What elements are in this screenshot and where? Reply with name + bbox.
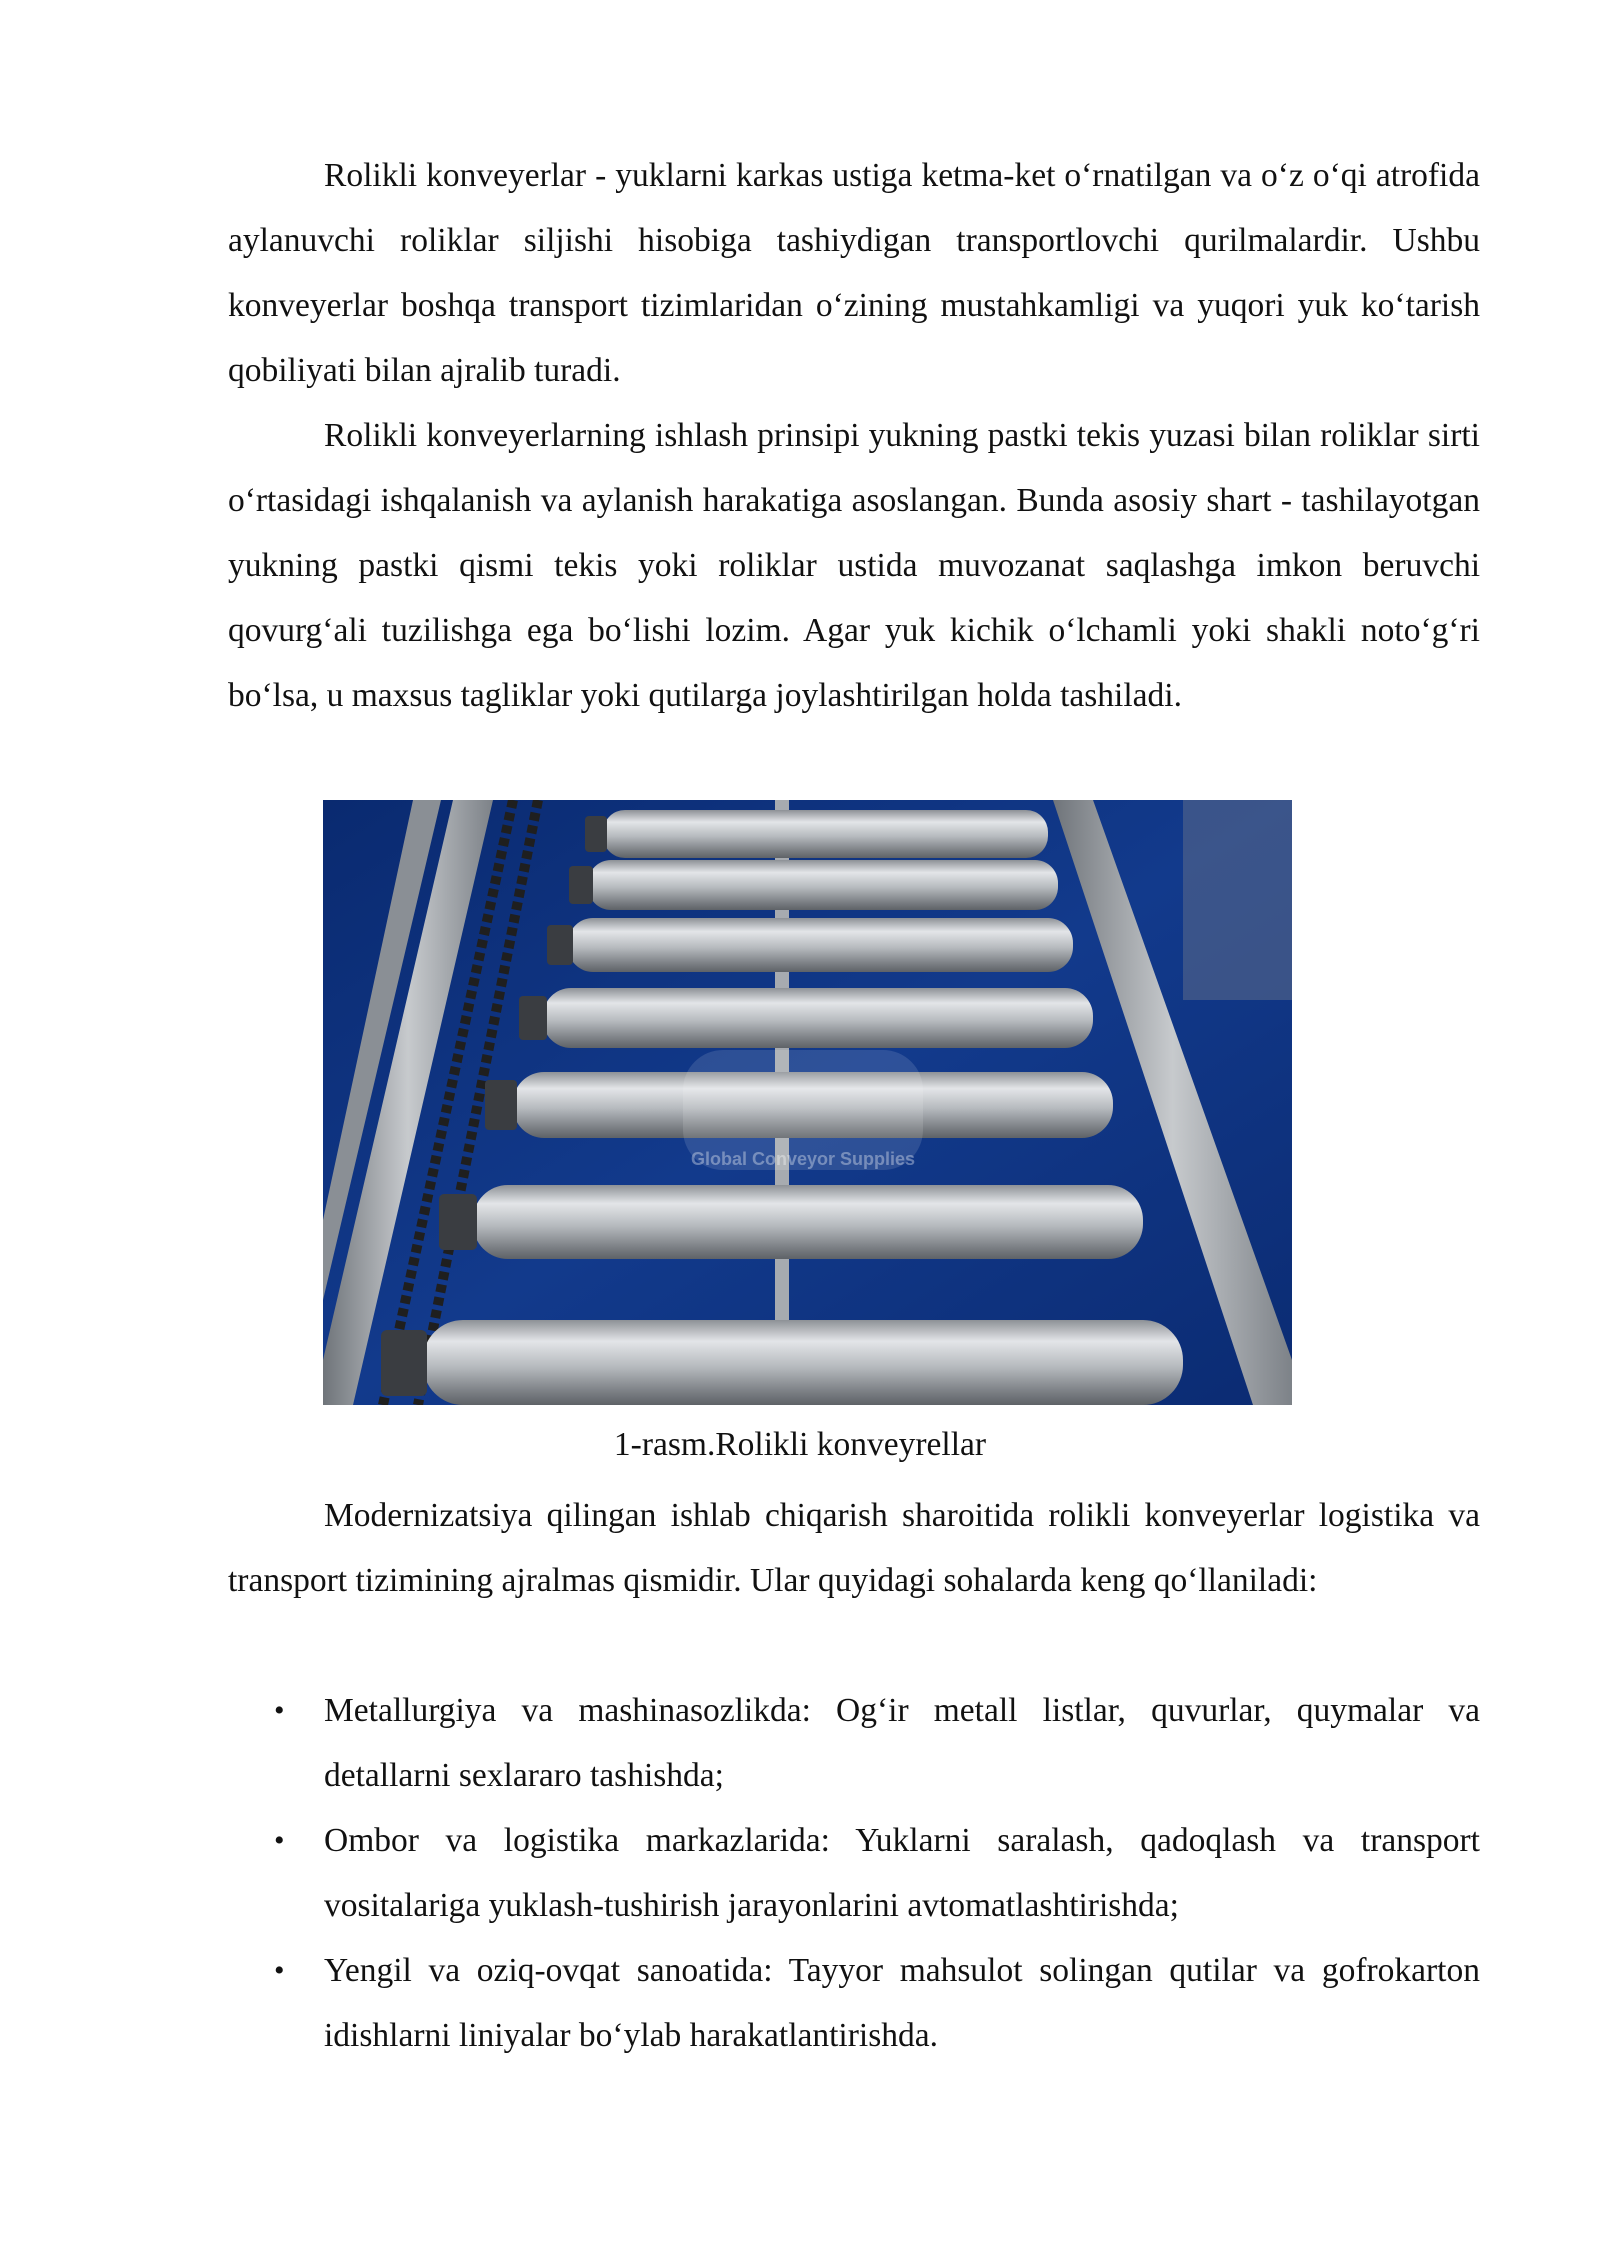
list-item-text: Yengil va oziq-ovqat sanoatida: Tayyor mahsulot solingan qutilar va gofrokarton idishlarni liniyalar bo‘ylab harakatlantirishda. bbox=[324, 1952, 1480, 2054]
application-list bbox=[228, 1678, 1480, 2068]
paragraph-principle: Rolikli konveyerlarning ishlash prinsipi yukning pastki tekis yuzasi bilan roliklar sirti o‘rtasidagi ishqalanish va aylanish harakatiga asoslangan. Bunda asosiy shart - tashilayotgan yukning pastki qismi tekis yoki roliklar ustida muvozanat saqlashga imkon beruvchi qovurg‘ali tuzilishga ega bo‘lishi lozim. Agar yuk kichik o‘lchamli yoki shakli noto‘g‘ri bo‘lsa, u maxsus tagliklar yoki qutilarga joylashtirilgan holda tashiladi. bbox=[228, 417, 1480, 714]
list-item bbox=[228, 1808, 1480, 1938]
paragraph-intro: Rolikli konveyerlar - yuklarni karkas ustiga ketma-ket o‘rnatilgan va o‘z o‘qi atrofida aylanuvchi roliklar siljishi hisobiga tashiydigan transportlovchi qurilmalardir. Ushbu konveyerlar boshqa transport tizimlaridan o‘zining mustahkamligi va yuqori yuk ko‘tarish qobiliyati bilan ajralib turadi. bbox=[228, 157, 1480, 389]
bullet-icon: • bbox=[274, 1824, 285, 1857]
list-item bbox=[228, 1678, 1480, 1808]
list-item-text: Ombor va logistika markazlarida: Yuklarni saralash, qadoqlash va transport vositalariga yuklash-tushirish jarayonlarini avtomatlashtirishda; bbox=[324, 1822, 1480, 1924]
figure-caption: 1-rasm.Rolikli konveyrellar bbox=[613, 1426, 987, 1463]
list-item-text: Metallurgiya va mashinasozlikda: Og‘ir metall listlar, quvurlar, quymalar va detallarni sexlararo tashishda; bbox=[324, 1692, 1480, 1794]
watermark-text: Global Conveyor Supplies bbox=[690, 1149, 916, 1169]
bullet-icon: • bbox=[274, 1694, 285, 1727]
bullet-icon: • bbox=[274, 1954, 285, 1987]
paragraph-applications: Modernizatsiya qilingan ishlab chiqarish sharoitida rolikli konveyerlar logistika va transport tizimining ajralmas qismidir. Ular quyidagi sohalarda keng qo‘llaniladi: bbox=[228, 1497, 1480, 1599]
roller-conveyor-photo bbox=[323, 800, 1292, 1405]
list-item bbox=[228, 1938, 1480, 2068]
